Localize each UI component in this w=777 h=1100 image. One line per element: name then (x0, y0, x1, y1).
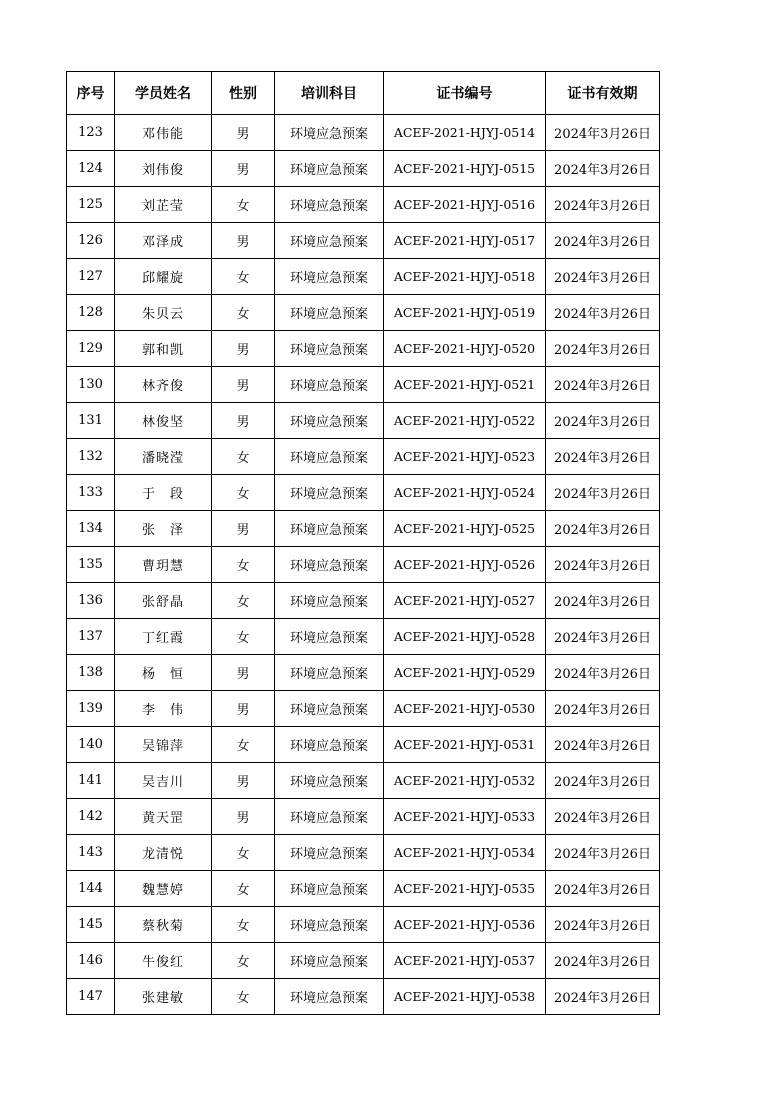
cell-name: 张建敏 (115, 979, 212, 1015)
cell-index: 134 (67, 511, 115, 547)
cell-course: 环境应急预案 (275, 691, 384, 727)
cell-cert-no: ACEF-2021-HJYJ-0535 (384, 871, 546, 907)
header-index: 序号 (67, 72, 115, 115)
cell-course: 环境应急预案 (275, 223, 384, 259)
cell-name: 刘伟俊 (115, 151, 212, 187)
cell-course: 环境应急预案 (275, 799, 384, 835)
cell-gender: 女 (212, 871, 275, 907)
cell-gender: 女 (212, 547, 275, 583)
cell-name: 吴锦萍 (115, 727, 212, 763)
cell-name: 于 段 (115, 475, 212, 511)
cell-gender: 女 (212, 475, 275, 511)
cell-gender: 男 (212, 115, 275, 151)
cell-gender: 男 (212, 367, 275, 403)
cell-index: 130 (67, 367, 115, 403)
cell-index: 128 (67, 295, 115, 331)
cell-index: 125 (67, 187, 115, 223)
cell-valid-until: 2024年3月26日 (546, 367, 660, 403)
cell-gender: 男 (212, 403, 275, 439)
table-row (67, 475, 660, 511)
cell-name: 曹玥慧 (115, 547, 212, 583)
cell-index: 144 (67, 871, 115, 907)
cell-course: 环境应急预案 (275, 871, 384, 907)
cell-name: 林齐俊 (115, 367, 212, 403)
cell-course: 环境应急预案 (275, 511, 384, 547)
table-row (67, 295, 660, 331)
cell-gender: 女 (212, 943, 275, 979)
cell-valid-until: 2024年3月26日 (546, 907, 660, 943)
cell-valid-until: 2024年3月26日 (546, 727, 660, 763)
cell-gender: 男 (212, 511, 275, 547)
cell-gender: 女 (212, 439, 275, 475)
cell-cert-no: ACEF-2021-HJYJ-0527 (384, 583, 546, 619)
cell-course: 环境应急预案 (275, 763, 384, 799)
cell-course: 环境应急预案 (275, 295, 384, 331)
cell-index: 133 (67, 475, 115, 511)
cell-name: 魏慧婷 (115, 871, 212, 907)
cell-name: 潘晓滢 (115, 439, 212, 475)
cell-course: 环境应急预案 (275, 331, 384, 367)
table-row (67, 511, 660, 547)
table-row (67, 691, 660, 727)
cell-name: 黄天罡 (115, 799, 212, 835)
cell-valid-until: 2024年3月26日 (546, 223, 660, 259)
cell-course: 环境应急预案 (275, 835, 384, 871)
cell-cert-no: ACEF-2021-HJYJ-0516 (384, 187, 546, 223)
cell-course: 环境应急预案 (275, 367, 384, 403)
cell-cert-no: ACEF-2021-HJYJ-0521 (384, 367, 546, 403)
table-row (67, 835, 660, 871)
cell-index: 147 (67, 979, 115, 1015)
certificate-table-page (66, 71, 659, 1015)
cell-course: 环境应急预案 (275, 439, 384, 475)
cell-gender: 女 (212, 187, 275, 223)
cell-valid-until: 2024年3月26日 (546, 763, 660, 799)
cell-cert-no: ACEF-2021-HJYJ-0520 (384, 331, 546, 367)
cell-course: 环境应急预案 (275, 259, 384, 295)
cell-valid-until: 2024年3月26日 (546, 547, 660, 583)
header-row (67, 72, 660, 115)
cell-index: 137 (67, 619, 115, 655)
table-row (67, 547, 660, 583)
cell-gender: 男 (212, 331, 275, 367)
cell-valid-until: 2024年3月26日 (546, 799, 660, 835)
cell-index: 129 (67, 331, 115, 367)
cell-valid-until: 2024年3月26日 (546, 151, 660, 187)
table-row (67, 223, 660, 259)
cell-cert-no: ACEF-2021-HJYJ-0523 (384, 439, 546, 475)
header-name: 学员姓名 (115, 72, 212, 115)
table-row (67, 439, 660, 475)
cell-gender: 女 (212, 619, 275, 655)
cell-cert-no: ACEF-2021-HJYJ-0529 (384, 655, 546, 691)
cell-cert-no: ACEF-2021-HJYJ-0525 (384, 511, 546, 547)
table-row (67, 799, 660, 835)
cell-name: 邓伟能 (115, 115, 212, 151)
cell-cert-no: ACEF-2021-HJYJ-0528 (384, 619, 546, 655)
cell-course: 环境应急预案 (275, 583, 384, 619)
cell-valid-until: 2024年3月26日 (546, 979, 660, 1015)
cell-cert-no: ACEF-2021-HJYJ-0517 (384, 223, 546, 259)
cell-index: 136 (67, 583, 115, 619)
table-row (67, 367, 660, 403)
table-row (67, 115, 660, 151)
cell-course: 环境应急预案 (275, 619, 384, 655)
cell-cert-no: ACEF-2021-HJYJ-0530 (384, 691, 546, 727)
cell-gender: 男 (212, 655, 275, 691)
cell-gender: 男 (212, 799, 275, 835)
cell-valid-until: 2024年3月26日 (546, 259, 660, 295)
cell-index: 143 (67, 835, 115, 871)
header-cert-no: 证书编号 (384, 72, 546, 115)
cell-index: 132 (67, 439, 115, 475)
cell-name: 林俊坚 (115, 403, 212, 439)
cell-valid-until: 2024年3月26日 (546, 943, 660, 979)
cell-gender: 女 (212, 979, 275, 1015)
cell-name: 牛俊红 (115, 943, 212, 979)
cell-gender: 女 (212, 907, 275, 943)
cell-cert-no: ACEF-2021-HJYJ-0538 (384, 979, 546, 1015)
cell-cert-no: ACEF-2021-HJYJ-0537 (384, 943, 546, 979)
table-row (67, 655, 660, 691)
header-valid-until: 证书有效期 (546, 72, 660, 115)
table-row (67, 763, 660, 799)
cell-index: 135 (67, 547, 115, 583)
cell-course: 环境应急预案 (275, 187, 384, 223)
cell-cert-no: ACEF-2021-HJYJ-0515 (384, 151, 546, 187)
cell-name: 吴吉川 (115, 763, 212, 799)
cell-gender: 男 (212, 223, 275, 259)
cell-index: 140 (67, 727, 115, 763)
cell-gender: 女 (212, 727, 275, 763)
cell-gender: 男 (212, 763, 275, 799)
table-header (67, 72, 660, 115)
cell-cert-no: ACEF-2021-HJYJ-0526 (384, 547, 546, 583)
cell-index: 126 (67, 223, 115, 259)
cell-index: 139 (67, 691, 115, 727)
cell-valid-until: 2024年3月26日 (546, 403, 660, 439)
cell-cert-no: ACEF-2021-HJYJ-0531 (384, 727, 546, 763)
table-row (67, 907, 660, 943)
cell-valid-until: 2024年3月26日 (546, 619, 660, 655)
cell-index: 145 (67, 907, 115, 943)
cell-gender: 女 (212, 583, 275, 619)
cell-course: 环境应急预案 (275, 151, 384, 187)
table-row (67, 331, 660, 367)
cell-name: 郭和凯 (115, 331, 212, 367)
cell-valid-until: 2024年3月26日 (546, 871, 660, 907)
cell-index: 131 (67, 403, 115, 439)
certificate-table (66, 71, 660, 1015)
table-row (67, 187, 660, 223)
cell-index: 123 (67, 115, 115, 151)
cell-valid-until: 2024年3月26日 (546, 295, 660, 331)
table-row (67, 619, 660, 655)
cell-valid-until: 2024年3月26日 (546, 655, 660, 691)
header-gender: 性别 (212, 72, 275, 115)
table-row (67, 871, 660, 907)
cell-cert-no: ACEF-2021-HJYJ-0519 (384, 295, 546, 331)
table-row (67, 943, 660, 979)
cell-name: 龙清悦 (115, 835, 212, 871)
cell-index: 127 (67, 259, 115, 295)
cell-cert-no: ACEF-2021-HJYJ-0518 (384, 259, 546, 295)
cell-cert-no: ACEF-2021-HJYJ-0522 (384, 403, 546, 439)
cell-name: 杨 恒 (115, 655, 212, 691)
cell-index: 142 (67, 799, 115, 835)
cell-gender: 女 (212, 295, 275, 331)
cell-name: 邱耀旋 (115, 259, 212, 295)
cell-cert-no: ACEF-2021-HJYJ-0533 (384, 799, 546, 835)
cell-cert-no: ACEF-2021-HJYJ-0514 (384, 115, 546, 151)
table-row (67, 979, 660, 1015)
cell-course: 环境应急预案 (275, 907, 384, 943)
cell-name: 张 泽 (115, 511, 212, 547)
cell-course: 环境应急预案 (275, 943, 384, 979)
table-row (67, 151, 660, 187)
table-row (67, 727, 660, 763)
cell-gender: 女 (212, 835, 275, 871)
cell-course: 环境应急预案 (275, 115, 384, 151)
cell-index: 141 (67, 763, 115, 799)
cell-name: 邓泽成 (115, 223, 212, 259)
cell-index: 138 (67, 655, 115, 691)
cell-valid-until: 2024年3月26日 (546, 115, 660, 151)
cell-valid-until: 2024年3月26日 (546, 331, 660, 367)
cell-cert-no: ACEF-2021-HJYJ-0534 (384, 835, 546, 871)
cell-course: 环境应急预案 (275, 979, 384, 1015)
cell-valid-until: 2024年3月26日 (546, 475, 660, 511)
cell-name: 刘芷莹 (115, 187, 212, 223)
table-row (67, 259, 660, 295)
cell-course: 环境应急预案 (275, 655, 384, 691)
cell-course: 环境应急预案 (275, 403, 384, 439)
cell-cert-no: ACEF-2021-HJYJ-0536 (384, 907, 546, 943)
cell-cert-no: ACEF-2021-HJYJ-0524 (384, 475, 546, 511)
cell-valid-until: 2024年3月26日 (546, 835, 660, 871)
table-row (67, 403, 660, 439)
cell-name: 朱贝云 (115, 295, 212, 331)
cell-valid-until: 2024年3月26日 (546, 583, 660, 619)
cell-cert-no: ACEF-2021-HJYJ-0532 (384, 763, 546, 799)
cell-index: 146 (67, 943, 115, 979)
cell-name: 丁红霞 (115, 619, 212, 655)
cell-course: 环境应急预案 (275, 475, 384, 511)
table-body (67, 115, 660, 1015)
header-course: 培训科目 (275, 72, 384, 115)
cell-gender: 女 (212, 259, 275, 295)
cell-valid-until: 2024年3月26日 (546, 511, 660, 547)
cell-name: 李 伟 (115, 691, 212, 727)
cell-course: 环境应急预案 (275, 547, 384, 583)
cell-gender: 男 (212, 151, 275, 187)
cell-valid-until: 2024年3月26日 (546, 187, 660, 223)
cell-valid-until: 2024年3月26日 (546, 691, 660, 727)
cell-gender: 男 (212, 691, 275, 727)
table-row (67, 583, 660, 619)
cell-index: 124 (67, 151, 115, 187)
cell-name: 蔡秋菊 (115, 907, 212, 943)
cell-valid-until: 2024年3月26日 (546, 439, 660, 475)
cell-course: 环境应急预案 (275, 727, 384, 763)
cell-name: 张舒晶 (115, 583, 212, 619)
